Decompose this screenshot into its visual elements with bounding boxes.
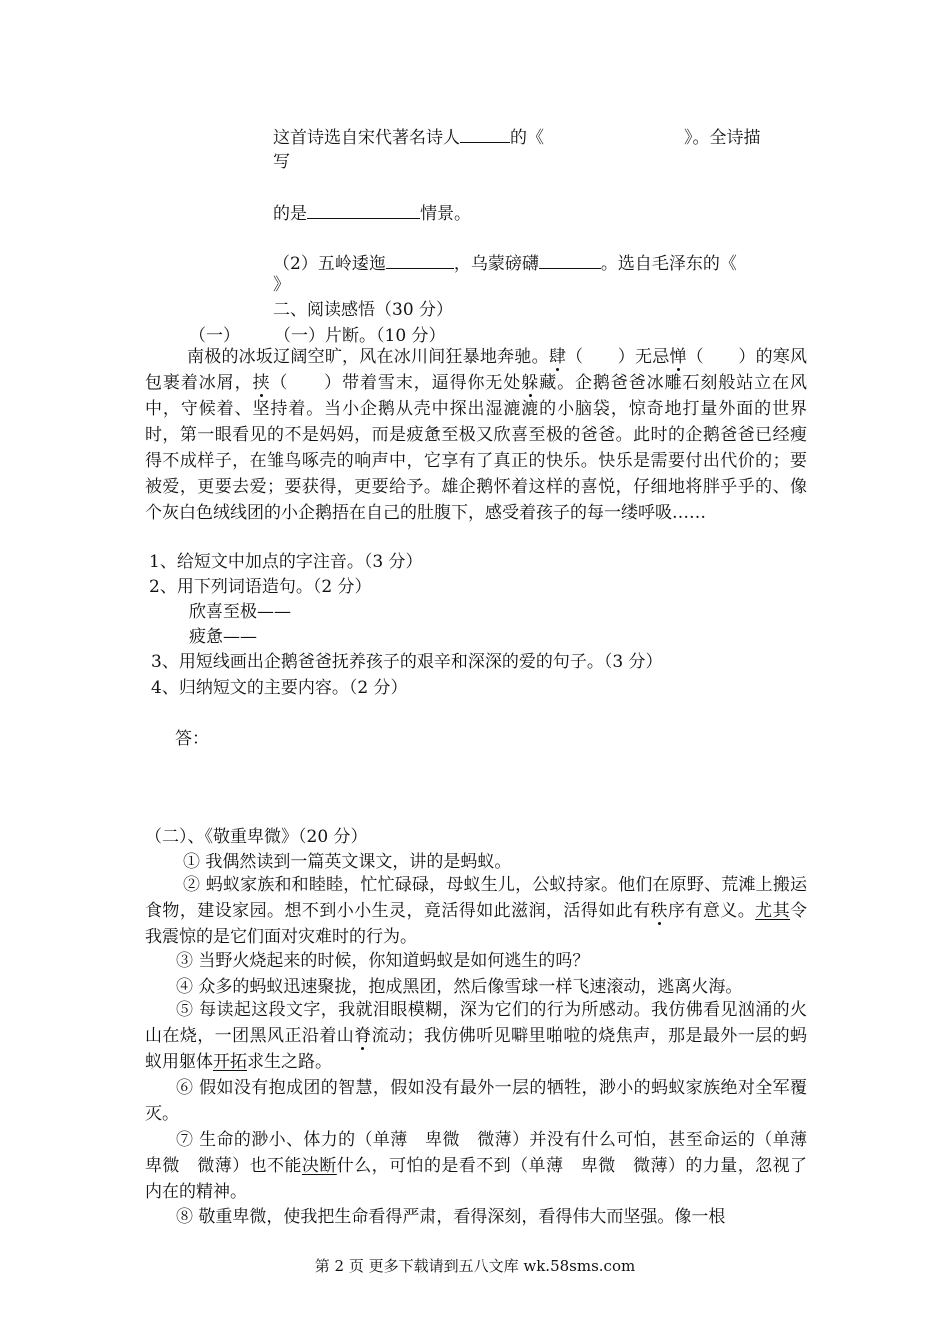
para5-text-1: ⑤ 每读起这段文字，我就泪眼模糊，深为它们的行为所感动。我仿佛看见汹涌的火山在烧，一团黑风正沿着山	[145, 1000, 807, 1046]
poem1-text-3: 》。全诗描	[684, 128, 761, 148]
poem2-blank-2[interactable]	[539, 252, 601, 269]
paragraph-7	[145, 1127, 824, 1205]
poem2-text-2: ，乌蒙磅礴	[453, 254, 539, 274]
question-4: 4、归纳短文的主要内容。（2 分）	[151, 678, 408, 698]
paragraph-4: ④ 众多的蚂蚁迅速聚拢，抱成黑团，然后像雪球一样飞速滚动，逃离火海。	[176, 977, 743, 997]
poem2-blank-1[interactable]	[386, 252, 454, 269]
poem1-text-4: 写	[273, 152, 290, 172]
passage-text-5: 藏。企鹅爸爸冰雕石刻般站立在风中，守候着、坚持着。当小企鹅从壳中探出湿漉漉的小脑袋，惊奇地打量外面的世界时，第一眼看见的不是妈妈，而是疲惫至极又欣喜至极的爸爸。此时的企鹅爸爸已经瘦得不成样子，在雏鸟啄壳的响声中，它享有了真正的快乐。快乐是需要付出代价的；要被爱，更要去爱；要获得，更要给予。雄企鹅怀着这样的喜悦，仔细地将胖乎乎的、像个灰白色绒线团的小企鹅捂在自己的肚腹下，感受着孩子的每一缕呼吸……	[145, 373, 808, 523]
poem2-line2	[273, 274, 290, 296]
para7-text-1: ⑦ 生命的渺小、体力的（单薄 卑微 微薄）并没有什么可怕，甚至命运的（单薄 卑微 微薄）也不能	[145, 1130, 824, 1176]
poem1-text-2: 的《	[510, 128, 544, 148]
underlined-kaituo: 开拓	[213, 1052, 247, 1072]
poet-blank[interactable]	[460, 126, 510, 143]
dotted-char-duo: 躲	[521, 373, 540, 393]
poem2-text-1: （2）五岭逶迤	[273, 254, 386, 274]
answer-label: 答：	[175, 729, 209, 749]
poem1-text-5: 的是	[273, 204, 307, 224]
para2-text-2: 序有意义。	[667, 901, 756, 921]
dotted-char-zhi: 秩	[650, 901, 668, 921]
word-1: 欣喜至极——	[189, 602, 291, 622]
part1-label: （一）	[189, 326, 240, 346]
paragraph-1: ① 我偶然读到一篇英文课文，讲的是蚂蚁。	[183, 852, 512, 872]
scene-blank[interactable]	[307, 202, 420, 219]
paragraph-6: ⑥ 假如没有抱成团的智慧，假如没有最外一层的牺牲，渺小的蚂蚁家族绝对全军覆灭。	[145, 1078, 807, 1124]
para2-text-1: ② 蚂蚁家族和和睦睦，忙忙碌碌，母蚁生儿，公蚁持家。他们在原野、荒滩上搬运食物，建设家园。想不到小小生灵，竟活得如此滋润，活得如此有	[145, 875, 807, 921]
poem1-line2	[273, 151, 290, 173]
question-2: 2、用下列词语造句。（2 分）	[149, 577, 372, 597]
poem2-text-4: 》	[273, 275, 290, 295]
paragraph-8: ⑧ 敬重卑微，使我把生命看得严肃，看得深刻，看得伟大而坚强。像一根	[176, 1207, 726, 1227]
part1-title: （一）片断。（10 分）	[274, 326, 446, 346]
paragraph-3: ③ 当野火烧起来的时候，你知道蚂蚁是如何逃生的吗？	[176, 951, 590, 971]
para2-text-3: 令我震惊的是它们面对灾难时的行为。	[145, 901, 808, 947]
passage-text-3: （ ）的寒风包裹着冰屑，	[145, 347, 808, 393]
dotted-char-xie: 挟	[252, 373, 271, 393]
para5-text-3: 求生之路。	[247, 1052, 332, 1072]
dotted-char-ji: 脊	[354, 1026, 372, 1046]
passage-text-1: 南极的冰坂辽阔空旷，风在冰川间狂暴地奔驰。	[187, 347, 549, 367]
passage-text-4: （ ）带着雪末，逼得你无处	[270, 373, 522, 393]
section2-title: 二、阅读感悟（30 分）	[273, 300, 454, 320]
page-footer: 第 2 页 更多下载请到五八文库 wk.58sms.com	[314, 1257, 636, 1275]
paragraph-2	[145, 872, 807, 950]
poem1-line3	[273, 202, 471, 225]
part1-passage	[145, 344, 807, 526]
poem1-text-6: 情景。	[420, 204, 471, 224]
dotted-char-dan: 惮	[669, 347, 687, 367]
poem1-text-1: 这首诗选自宋代著名诗人	[273, 128, 460, 148]
underlined-jueduan: 决断	[301, 1156, 337, 1176]
passage-text-2: （ ）无忌	[566, 347, 670, 367]
underlined-youqi: 尤其	[755, 901, 791, 921]
word-2: 疲惫——	[189, 627, 257, 647]
question-3: 3、用短线画出企鹅爸爸抚养孩子的艰辛和深深的爱的句子。（3 分）	[151, 652, 663, 672]
paragraph-5	[145, 997, 807, 1075]
poem1-line1	[273, 126, 761, 149]
question-1: 1、给短文中加点的字注音。（3 分）	[149, 552, 423, 572]
para5-text-2: 流动；我仿佛听见噼里啪啦的烧焦声，那是最外一层的蚂蚁用躯体	[145, 1026, 808, 1072]
para7-text-2: 什么，可怕的是看不到（单薄 卑微 微薄）的力量，忽视了内在的精神。	[145, 1156, 808, 1202]
part2-title: （二）、《敬重卑微》（20 分）	[145, 827, 368, 847]
poem2-text-3: 。选自毛泽东的《	[600, 254, 737, 274]
dotted-char-si: 肆	[548, 347, 567, 367]
poem2-line1	[273, 252, 737, 275]
